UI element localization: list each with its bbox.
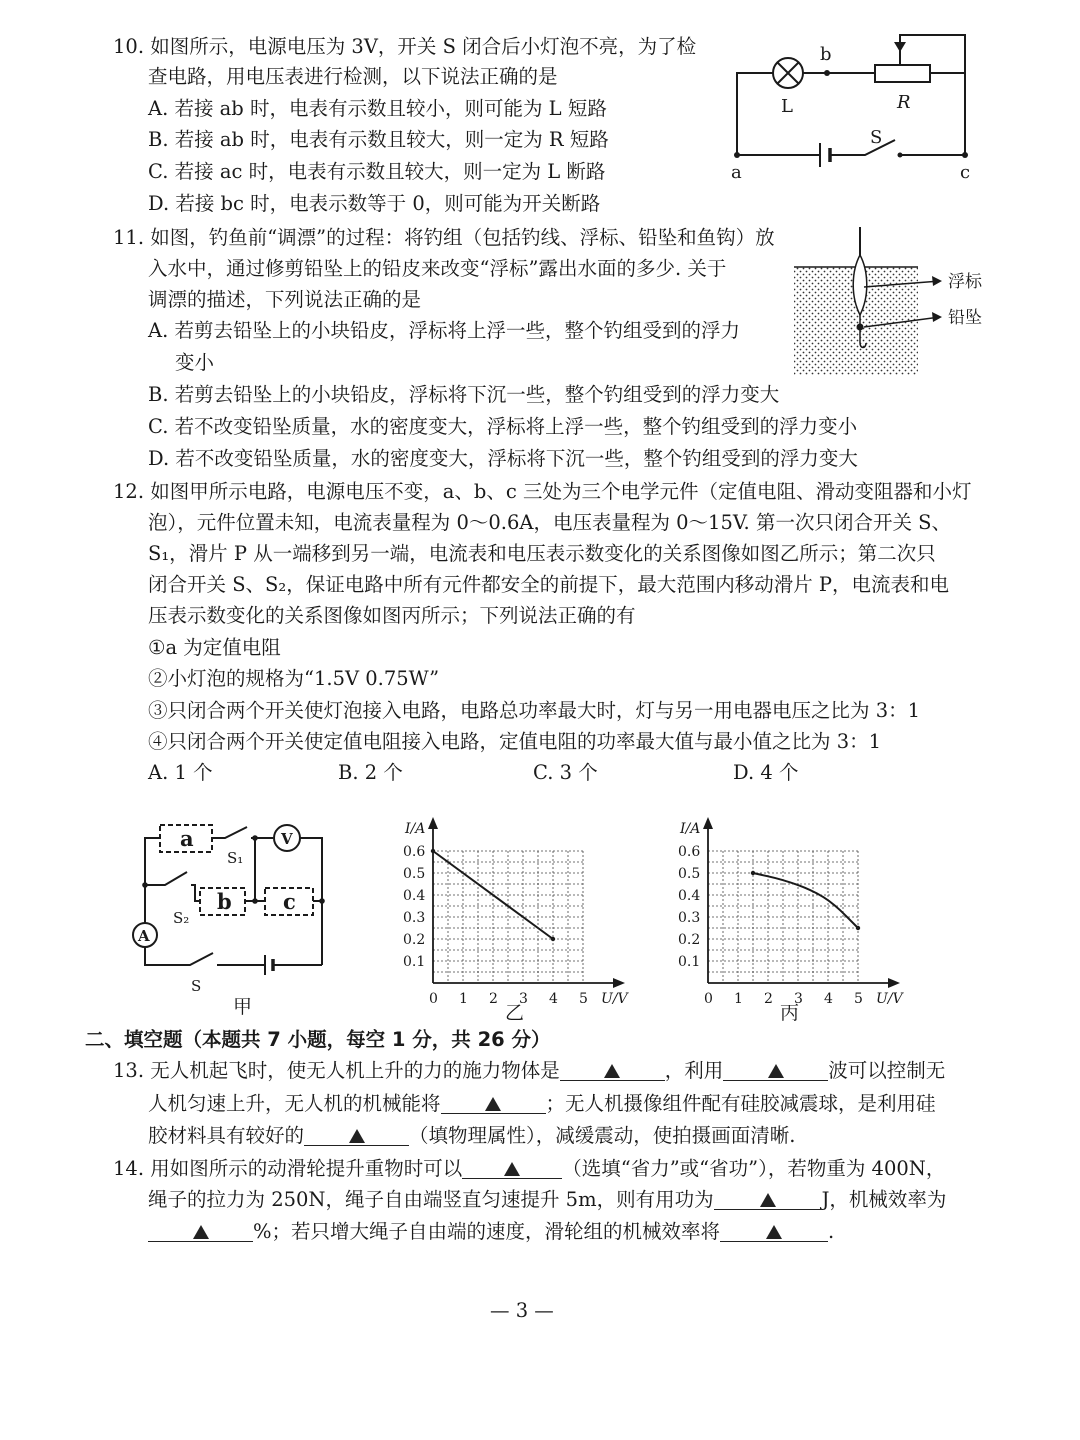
voltmeter-icon: V (281, 830, 293, 848)
x-axis-arrow (613, 978, 625, 988)
q12-option-c: C. 3 个 (533, 761, 598, 784)
q14-text-5: %；若只增大绳子自由端的速度，滑轮组的机械效率将 (253, 1220, 721, 1243)
sinker-label: 铅坠 (948, 308, 982, 328)
x-tick-label: 1 (734, 991, 743, 1007)
x-tick-label: 4 (824, 991, 833, 1007)
x-tick-label: 4 (549, 991, 558, 1007)
switch-s-label: S (191, 977, 202, 995)
x-tick-label: 5 (854, 991, 863, 1007)
q12-statement-3: ③只闭合两个开关使灯泡接入电路，电路总功率最大时，灯与另一用电器电压之比为 3：1 (148, 699, 921, 722)
x-tick-label: 1 (459, 991, 468, 1007)
q10-label-l: L (781, 96, 793, 117)
data-point (856, 926, 860, 930)
q12-stem-line4: 闭合开关 S、S₂，保证电路中所有元件都安全的前提下，最大范围内移动滑片 P，电流表和电 (148, 573, 950, 596)
q14-blank-4[interactable] (720, 1217, 828, 1242)
series-line (753, 873, 858, 928)
y-tick-label: 0.4 (403, 888, 426, 904)
switch-s1-label: S₁ (227, 849, 244, 867)
x-tick-label: 3 (794, 991, 803, 1007)
q14-line1 (113, 1156, 945, 1182)
y-axis-arrow (703, 817, 713, 829)
q12-stem-line1: 12. 如图甲所示电路，电源电压不变，a、b、c 三处为三个电学元件（定值电阻、滑动变阻器和小灯 (113, 480, 972, 503)
triangle-icon (504, 1162, 520, 1176)
q10-stem-line1: 10. 如图所示，电源电压为 3V，开关 S 闭合后小灯泡不亮，为了检 (113, 35, 697, 58)
q13-text-2: ，利用 (664, 1059, 724, 1082)
ammeter-icon: A (138, 927, 150, 945)
q13-line2 (148, 1091, 936, 1117)
data-point (431, 849, 435, 853)
y-tick-label: 0.3 (678, 910, 701, 926)
q13-line3 (148, 1123, 795, 1149)
q10-stem-line2: 查电路，用电压表进行检测，以下说法正确的是 (148, 65, 558, 88)
y-tick-label: 0.1 (678, 954, 701, 970)
q14-text-2: （选填“省力”或“省功”），若物重为 400N， (562, 1157, 946, 1180)
triangle-icon (485, 1097, 501, 1111)
x-tick-label: 0 (429, 991, 438, 1007)
q10-option-b: B. 若接 ab 时，电表有示数且较大，则一定为 R 短路 (148, 128, 609, 151)
y-axis-label: I/A (680, 821, 701, 837)
q13-text-7: （填物理属性），减缓震动，使拍摄画面清晰. (409, 1124, 796, 1147)
q14-blank-2[interactable] (714, 1185, 822, 1210)
q12-option-d: D. 4 个 (733, 761, 799, 784)
q12-option-a: A. 1 个 (148, 761, 213, 784)
q11-stem-line1: 11. 如图，钓鱼前“调漂”的过程：将钓组（包括钓线、浮标、铅坠和鱼钩）放 (113, 226, 775, 249)
x-tick-label: 0 (704, 991, 713, 1007)
y-tick-label: 0.1 (403, 954, 426, 970)
q13-text-3: 波可以控制无 (828, 1059, 946, 1082)
q14-text-6: . (828, 1220, 835, 1243)
q10-label-c: c (960, 162, 971, 183)
q12-statement-2: ②小灯泡的规格为“1.5V 0.75W” (148, 667, 440, 690)
x-axis-label: U/V (876, 991, 903, 1007)
q14-text-1: 14. 用如图所示的动滑轮提升重物时可以 (113, 1157, 463, 1180)
y-tick-label: 0.5 (403, 866, 426, 882)
y-tick-label: 0.3 (403, 910, 426, 926)
q10-option-a: A. 若接 ab 时，电表有示数且较小，则可能为 L 短路 (148, 97, 607, 120)
x-axis-arrow (888, 978, 900, 988)
element-b-label: b (217, 889, 232, 914)
float-label: 浮标 (948, 272, 982, 292)
q13-blank-4[interactable] (304, 1121, 409, 1146)
x-tick-label: 2 (489, 991, 498, 1007)
switch-s2-label: S₂ (173, 909, 190, 927)
q11-option-a-line1: A. 若剪去铅坠上的小块铅皮，浮标将上浮一些，整个钓组受到的浮力 (148, 319, 740, 342)
q10-option-d: D. 若接 bc 时，电表示数等于 0，则可能为开关断路 (148, 192, 601, 215)
q13-blank-1[interactable] (560, 1056, 665, 1081)
q12-stem-line5: 压表示数变化的关系图像如图丙所示；下列说法正确的有 (148, 604, 636, 627)
triangle-icon (760, 1193, 776, 1207)
q14-text-4: J，机械效率为 (821, 1188, 947, 1211)
element-c-label: c (283, 889, 296, 914)
q14-blank-1[interactable] (462, 1154, 562, 1179)
x-tick-label: 3 (519, 991, 528, 1007)
q14-line3 (148, 1219, 834, 1245)
q11-option-b: B. 若剪去铅坠上的小块铅皮，浮标将下沉一些，整个钓组受到的浮力变大 (148, 383, 780, 406)
q13-text-1: 13. 无人机起飞时，使无人机上升的力的施力物体是 (113, 1059, 560, 1082)
q11-option-d: D. 若不改变铅坠质量，水的密度变大，浮标将下沉一些，整个钓组受到的浮力变大 (148, 447, 858, 470)
element-a-label: a (180, 826, 194, 851)
q12-stem-line3: S₁，滑片 P 从一端移到另一端，电流表和电压表示数变化的关系图像如图乙所示；第二次只 (148, 542, 936, 565)
triangle-icon (604, 1064, 620, 1078)
figure-jia-caption: 甲 (233, 996, 253, 1018)
q13-blank-2[interactable] (723, 1056, 828, 1081)
y-axis-label: I/A (405, 821, 426, 837)
y-tick-label: 0.2 (403, 932, 426, 948)
chart-caption: 乙 (505, 1002, 525, 1024)
q13-blank-3[interactable] (441, 1089, 546, 1114)
chart-bing (670, 805, 910, 1024)
triangle-icon (766, 1225, 782, 1239)
q11-option-c: C. 若不改变铅坠质量，水的密度变大，浮标将上浮一些，整个钓组受到的浮力变小 (148, 415, 858, 438)
q11-stem-line3: 调漂的描述，下列说法正确的是 (148, 288, 422, 311)
q14-blank-3[interactable] (148, 1217, 253, 1242)
y-tick-label: 0.6 (403, 844, 426, 860)
triangle-icon (193, 1225, 209, 1239)
triangle-icon (768, 1064, 784, 1078)
q10-option-c: C. 若接 ac 时，电表有示数且较大，则一定为 L 断路 (148, 160, 606, 183)
q11-float-figure (790, 225, 990, 380)
x-tick-label: 5 (579, 991, 588, 1007)
q12-statement-4: ④只闭合两个开关使定值电阻接入电路，定值电阻的功率最大值与最小值之比为 3：1 (148, 730, 882, 753)
q10-label-a: a (731, 162, 742, 183)
data-point (751, 871, 755, 875)
x-tick-label: 2 (764, 991, 773, 1007)
q12-circuit-jia (125, 815, 335, 1020)
q13-text-4: 人机匀速上升，无人机的机械能将 (148, 1092, 441, 1115)
sinker-weight (857, 324, 864, 331)
q12-stem-line2: 泡），元件位置未知，电流表量程为 0～0.6A，电压表量程为 0～15V. 第一次只闭合开关 S、 (148, 511, 951, 534)
q11-stem-line2: 入水中，通过修剪铅坠上的铅皮来改变“浮标”露出水面的多少. 关于 (148, 257, 727, 280)
q14-text-3: 绳子的拉力为 250N，绳子自由端竖直匀速提升 5m，则有用功为 (148, 1188, 714, 1211)
q10-label-r: R (897, 92, 911, 113)
chart-caption: 丙 (780, 1002, 800, 1024)
q10-label-b: b (820, 44, 832, 65)
q10-circuit-figure (725, 30, 985, 190)
chart-yi (395, 805, 635, 1024)
data-point (551, 937, 555, 941)
q11-option-a-line2: 变小 (175, 351, 215, 374)
section-2-title: 二、填空题（本题共 7 小题，每空 1 分，共 26 分） (85, 1028, 551, 1051)
q12-option-b: B. 2 个 (338, 761, 403, 784)
y-tick-label: 0.4 (678, 888, 701, 904)
q12-statement-1: ①a 为定值电阻 (148, 636, 281, 659)
q13-text-5: ；无人机摄像组件配有硅胶减震球，是利用硅 (545, 1092, 936, 1115)
y-tick-label: 0.6 (678, 844, 701, 860)
triangle-icon (349, 1129, 365, 1143)
y-tick-label: 0.5 (678, 866, 701, 882)
y-tick-label: 0.2 (678, 932, 701, 948)
y-axis-arrow (428, 817, 438, 829)
q13-text-6: 胶材料具有较好的 (148, 1124, 305, 1147)
q14-line2 (148, 1187, 946, 1213)
q10-label-s: S (870, 127, 883, 148)
page-number: — 3 — (490, 1299, 554, 1322)
q13-line1 (113, 1058, 945, 1084)
x-axis-label: U/V (601, 991, 628, 1007)
